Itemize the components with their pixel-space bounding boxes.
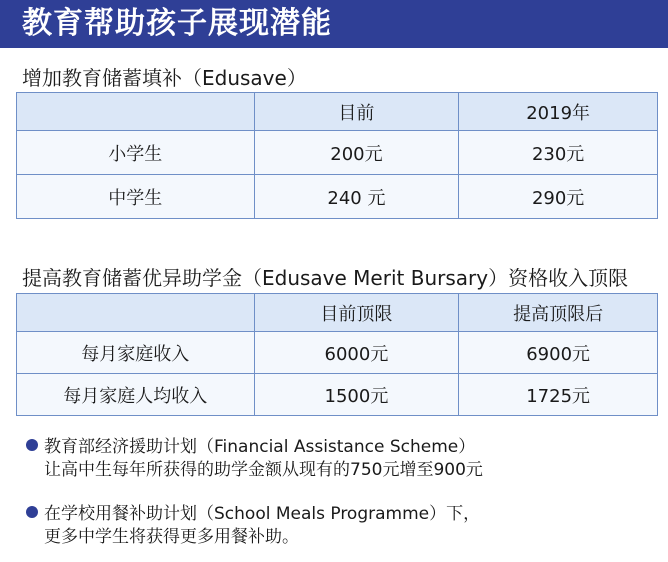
- table-cell: 1500元: [254, 374, 459, 416]
- table-header-cell: 目前顶限: [254, 294, 459, 332]
- edusave-table: [16, 92, 658, 219]
- table-row: [17, 175, 658, 219]
- edusave-section-title: 增加教育储蓄填补（Edusave）: [22, 66, 307, 90]
- merit-bursary-section-title: 提高教育储蓄优异助学金（Edusave Merit Bursary）资格收入顶限: [22, 266, 629, 290]
- note-line: 让高中生每年所获得的助学金额从现有的750元增至900元: [44, 460, 483, 480]
- bullet-dot-icon: [26, 506, 38, 518]
- table-row: [17, 332, 658, 374]
- table-cell: 1725元: [459, 374, 658, 416]
- bullet-dot-icon: [26, 439, 38, 451]
- table-header-cell: 提高顶限后: [459, 294, 658, 332]
- table-cell: 240 元: [254, 175, 459, 219]
- table-cell: 230元: [459, 131, 658, 175]
- note-line: 在学校用餐补助计划（School Meals Programme）下，: [44, 504, 481, 524]
- table-header-row: [17, 93, 658, 131]
- table-cell: 中学生: [17, 175, 255, 219]
- table-cell: 200元: [254, 131, 459, 175]
- note-financial-assistance: [26, 436, 656, 482]
- table-header-cell: 2019年: [459, 93, 658, 131]
- table-header-cell: [17, 294, 255, 332]
- table-row: [17, 374, 658, 416]
- note-line: 教育部经济援助计划（Financial Assistance Scheme）: [44, 437, 476, 457]
- table-cell: 每月家庭收入: [17, 332, 255, 374]
- merit-bursary-table: [16, 293, 658, 416]
- table-header-cell: 目前: [254, 93, 459, 131]
- banner-title: 教育帮助孩子展现潜能: [22, 6, 332, 41]
- table-cell: 小学生: [17, 131, 255, 175]
- table-cell: 290元: [459, 175, 658, 219]
- table-header-row: [17, 294, 658, 332]
- table-cell: 6900元: [459, 332, 658, 374]
- table-cell: 6000元: [254, 332, 459, 374]
- page-banner: [0, 0, 668, 48]
- table-row: [17, 131, 658, 175]
- table-header-cell: [17, 93, 255, 131]
- note-school-meals: [26, 503, 656, 549]
- table-cell: 每月家庭人均收入: [17, 374, 255, 416]
- note-line: 更多中学生将获得更多用餐补助。: [44, 527, 299, 547]
